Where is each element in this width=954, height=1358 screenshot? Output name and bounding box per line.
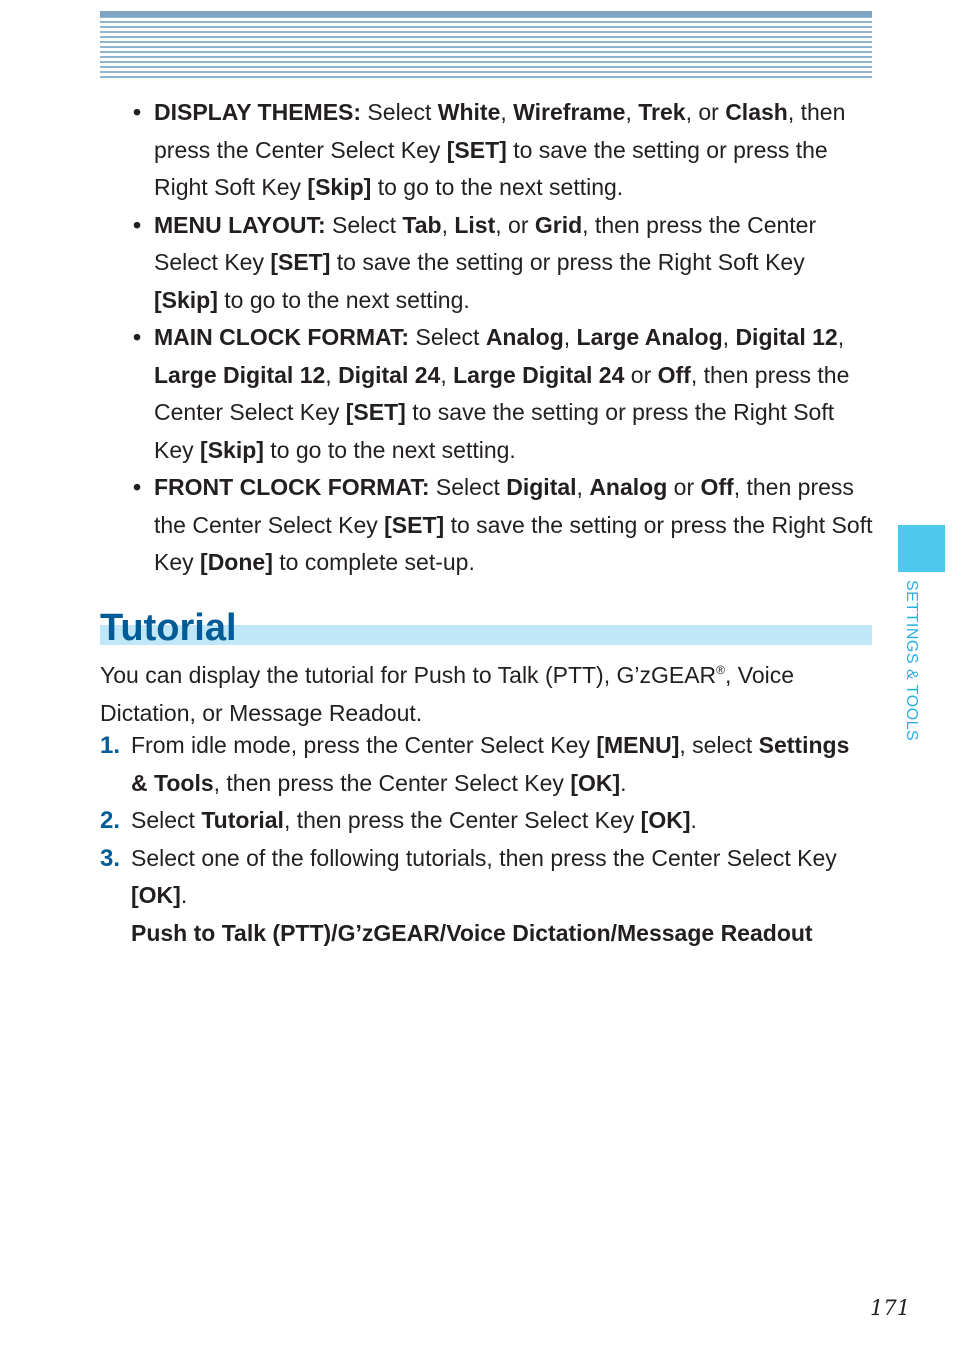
step-2: 2. Select Tutorial, then press the Center Select Key [OK]. [100,802,860,840]
bullet-label: MENU LAYOUT: [154,211,326,238]
bullet-label: FRONT CLOCK FORMAT: [154,474,430,500]
page-number: 171 [870,1296,911,1320]
section-heading [100,603,872,653]
step-number: 2. [100,807,121,834]
section-title: Tutorial [100,607,237,649]
steps-list [100,727,860,952]
step-3: 3. Select one of the following tutorials, then press the Center Select Key [OK]. [100,840,860,915]
tutorial-options: Push to Talk (PTT)/G’zGEAR/Voice Dictation/Message Readout [131,919,813,946]
bullet-front-clock-format: • FRONT CLOCK FORMAT: Select Digital, Analog or Off, then press the Center Select Key [SET] to save the setting or press the Right Soft Key [Done] to complete set-up. [133,474,873,575]
bullet-menu-layout: • MENU LAYOUT: Select Tab, List, or Grid, then press the Center Select Key [SET] to save the setting or press the Right Soft Key [Skip] to go to the next setting. [133,211,817,313]
header-band [100,11,872,79]
bullet-display-themes: • DISPLAY THEMES: Select White, Wireframe, Trek, or Clash, then press the Center Select Key [SET] to save the setting or press the Right Soft Key [Skip] to go to the next setting. [133,99,846,200]
bullet-label: MAIN CLOCK FORMAT: [154,324,410,350]
step-number: 3. [100,844,121,872]
step-number: 1. [100,732,121,759]
bullet-label: DISPLAY THEMES: [154,99,362,125]
side-section-label: SETTINGS & TOOLS [903,580,920,742]
settings-bullet-list [133,94,873,582]
step-1: 1. From idle mode, press the Center Select Key [MENU], select Settings & Tools, then press the Center Select Key [OK]. [100,727,860,802]
bullet-main-clock-format: • MAIN CLOCK FORMAT: Select Analog, Large Analog, Digital 12, Large Digital 12, Digital 24, Large Digital 24 or Off, then press the Center Select Key [SET] to save the setting or press the Right Soft Key [Skip] to go to the next setting. [133,324,850,463]
intro-paragraph: You can display the tutorial for Push to Talk (PTT), G’zGEAR®, Voice Dictation, or Message Readout. [100,662,795,726]
section-tab-marker [898,525,945,572]
